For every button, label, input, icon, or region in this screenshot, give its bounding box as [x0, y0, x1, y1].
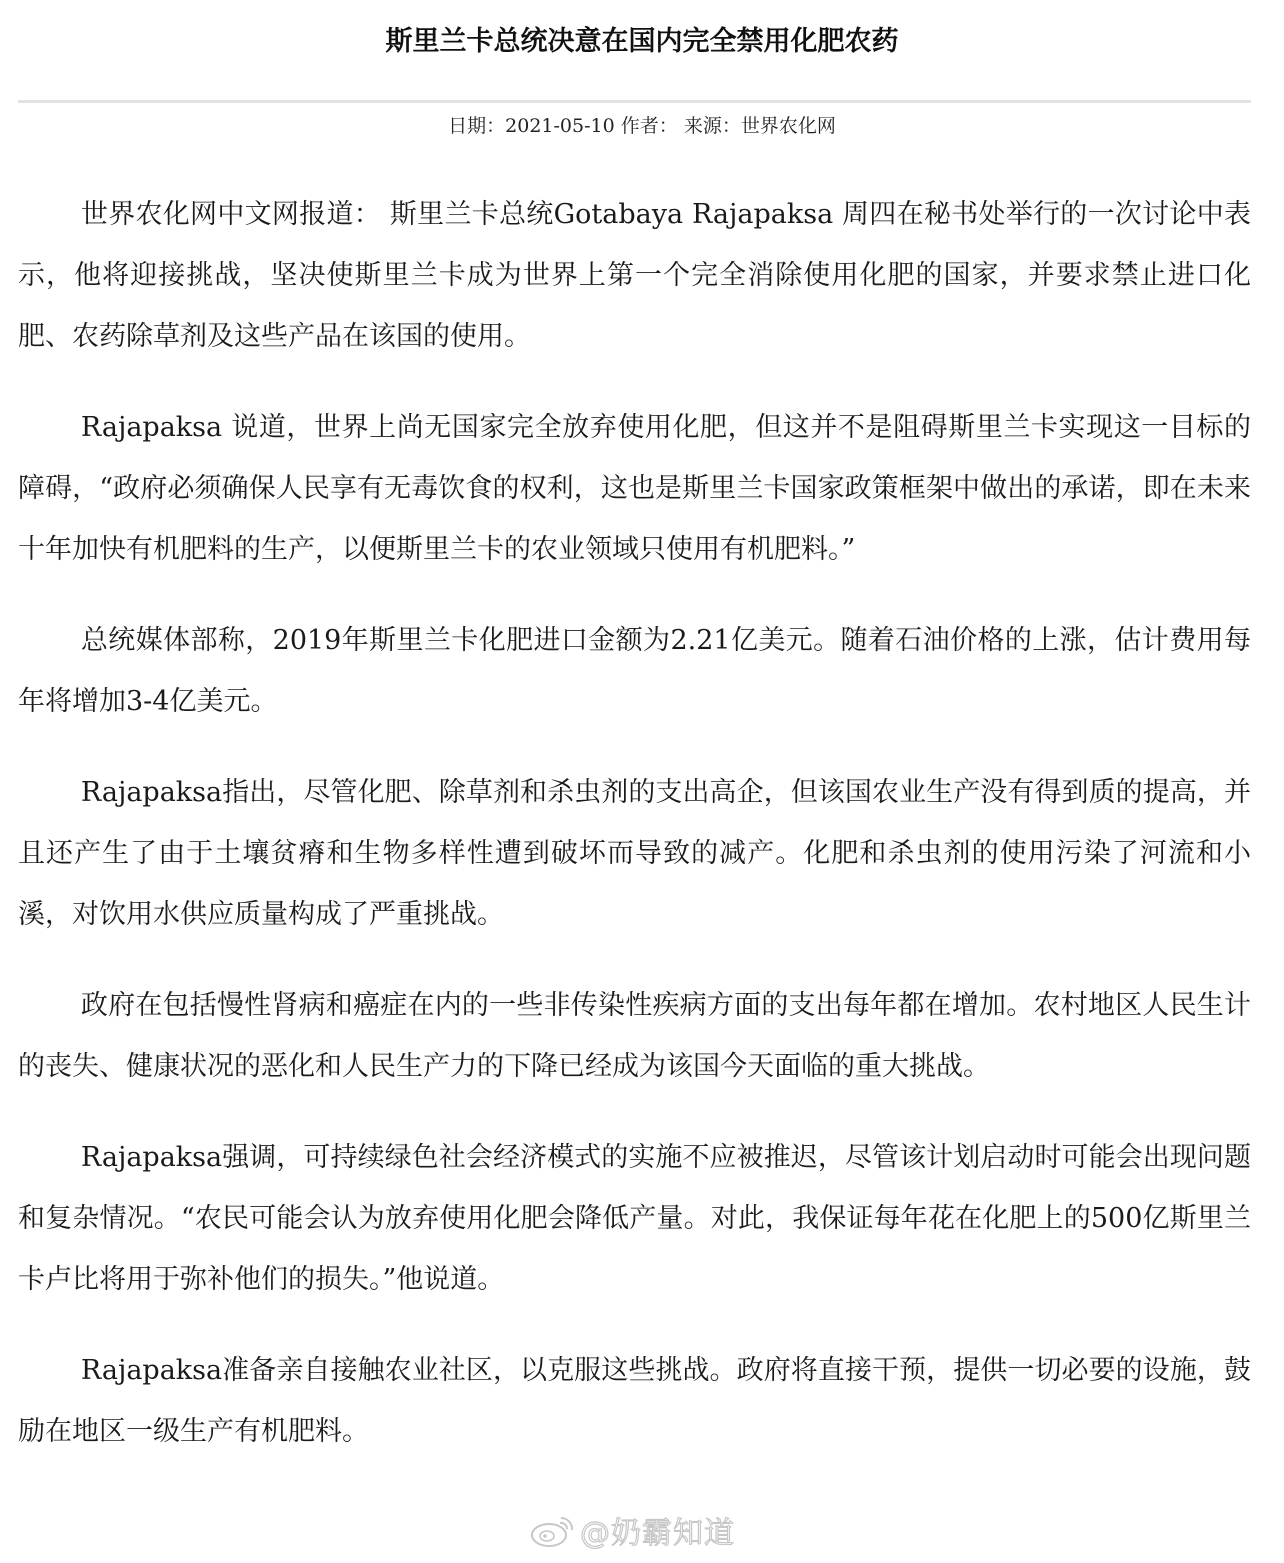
date-value: 2021-05-10 — [505, 115, 615, 137]
weibo-icon — [530, 1512, 576, 1548]
article-meta — [0, 112, 1284, 140]
article-title: 斯里兰卡总统决意在国内完全禁用化肥农药 — [385, 26, 899, 57]
article-body — [18, 184, 1251, 1492]
title-divider — [18, 100, 1251, 103]
source-label: 来源： — [683, 115, 741, 137]
article-paragraph: 世界农化网中文网报道： 斯里兰卡总统Gotabaya Rajapaksa 周四在秘书处举行的一次讨论中表示，他将迎接挑战，坚决使斯里兰卡成为世界上第一个完全消除使用化肥的国家，并要求禁止进口化肥、农药除草剂及这些产品在该国的使用。 — [18, 199, 1251, 352]
article-paragraph: 总统媒体部称，2019年斯里兰卡化肥进口金额为2.21亿美元。随着石油价格的上涨，估计费用每年将增加3-4亿美元。 — [18, 625, 1251, 717]
article-paragraph: Rajapaksa强调，可持续绿色社会经济模式的实施不应被推迟，尽管该计划启动时可能会出现问题和复杂情况。“农民可能会认为放弃使用化肥会降低产量。对此，我保证每年花在化肥上的500亿斯里兰卡卢比将用于弥补他们的损失。”他说道。 — [18, 1142, 1251, 1295]
weibo-watermark — [530, 1510, 735, 1550]
author-label: 作者： — [620, 115, 678, 137]
date-label: 日期： — [448, 115, 506, 137]
article-paragraph: Rajapaksa 说道，世界上尚无国家完全放弃使用化肥，但这并不是阻碍斯里兰卡实现这一目标的障碍，“政府必须确保人民享有无毒饮食的权利，这也是斯里兰卡国家政策框架中做出的承诺，即在未来十年加快有机肥料的生产，以便斯里兰卡的农业领域只使用有机肥料。” — [18, 412, 1251, 565]
article-paragraph: Rajapaksa准备亲自接触农业社区，以克服这些挑战。政府将直接干预，提供一切必要的设施，鼓励在地区一级生产有机肥料。 — [18, 1355, 1251, 1447]
source-value: 世界农化网 — [740, 115, 836, 137]
article-paragraph: Rajapaksa指出，尽管化肥、除草剂和杀虫剂的支出高企，但该国农业生产没有得到质的提高，并且还产生了由于土壤贫瘠和生物多样性遭到破坏而导致的减产。化肥和杀虫剂的使用污染了河流和小溪，对饮用水供应质量构成了严重挑战。 — [18, 777, 1251, 930]
article-paragraph: 政府在包括慢性肾病和癌症在内的一些非传染性疾病方面的支出每年都在增加。农村地区人民生计的丧失、健康状况的恶化和人民生产力的下降已经成为该国今天面临的重大挑战。 — [18, 990, 1251, 1082]
watermark-text: @奶霸知道 — [580, 1516, 735, 1551]
